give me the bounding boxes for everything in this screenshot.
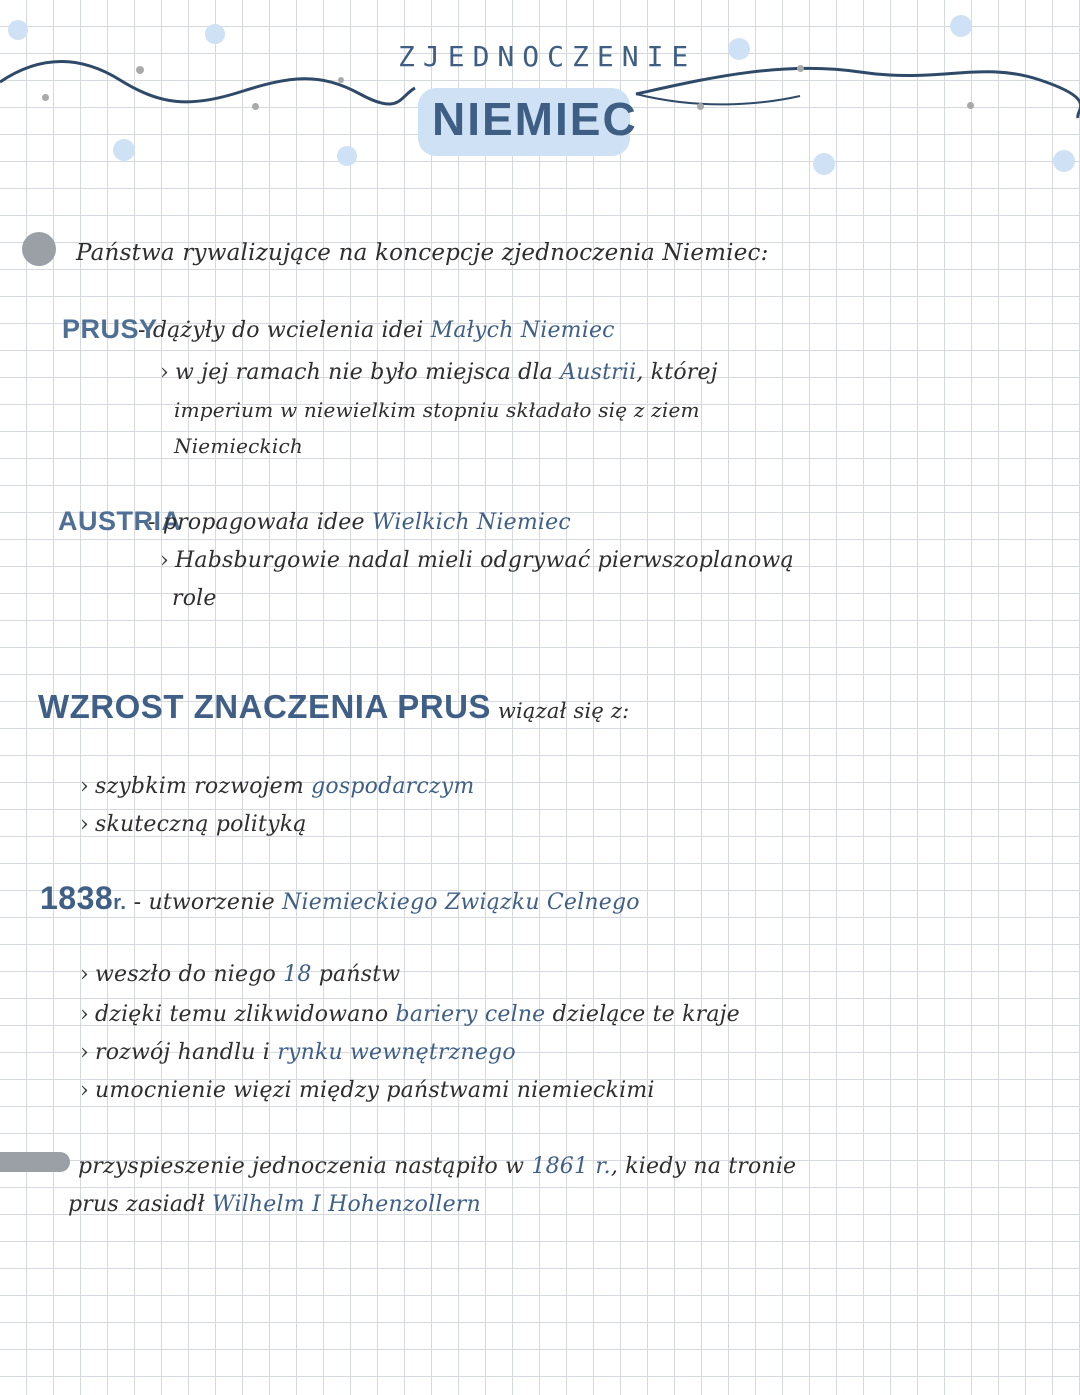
decor-dot bbox=[136, 66, 144, 74]
wzrost-heading-line bbox=[38, 688, 629, 726]
zwiazek-b1-highlight: 18 bbox=[283, 962, 312, 987]
wzrost-bullet-1 bbox=[80, 774, 474, 799]
prusy-b1-text-end: , której bbox=[636, 360, 718, 385]
intro-text: Państwa rywalizujące na koncepcje zjednoczenia Niemiec: bbox=[76, 240, 769, 266]
zwiazek-b2-text: dzięki temu zlikwidowano bbox=[95, 1002, 396, 1027]
final-bar-marker bbox=[0, 1152, 70, 1172]
zwiazek-bullet-1 bbox=[80, 962, 400, 987]
chevron-right-icon: › bbox=[80, 774, 89, 799]
decor-dot bbox=[950, 15, 972, 37]
final-line-1 bbox=[78, 1154, 796, 1179]
prusy-lead: - dążyły do wcielenia idei bbox=[138, 318, 431, 343]
zwiazek-b2-highlight: bariery celne bbox=[395, 1002, 546, 1027]
final-l2-highlight: Wilhelm I Hohenzollern bbox=[212, 1192, 481, 1217]
title-line-2: NIEMIEC bbox=[432, 93, 638, 145]
austria-lead-line bbox=[148, 510, 571, 535]
decor-dot bbox=[338, 77, 344, 83]
austria-label: AUSTRIA bbox=[58, 506, 182, 536]
zwiazek-b2-text-end: dzielące te kraje bbox=[545, 1002, 740, 1027]
decor-dot bbox=[797, 65, 804, 72]
zwiazek-year-suffix: r. bbox=[113, 892, 127, 914]
final-l1-text-end: , kiedy na tronie bbox=[610, 1154, 797, 1179]
wzrost-heading: WZROST ZNACZENIA PRUS bbox=[38, 688, 491, 725]
prusy-bullet-1-cont: imperium w niewielkim stopniu składało się z ziem bbox=[174, 398, 700, 422]
bullet-disc bbox=[22, 232, 56, 266]
chevron-right-icon: › bbox=[80, 962, 89, 987]
decor-dot bbox=[113, 139, 135, 161]
decor-dot bbox=[967, 102, 974, 109]
austria-b1-text: Habsburgowie nadal mieli odgrywać pierwszoplanową bbox=[175, 548, 794, 573]
zwiazek-b1-text-end: państw bbox=[311, 962, 401, 987]
austria-highlight: Wielkich Niemiec bbox=[371, 510, 571, 535]
prusy-bullet-1-cont2: Niemieckich bbox=[174, 434, 303, 458]
chevron-right-icon: › bbox=[80, 1040, 89, 1065]
austria-bullet-1-cont: role bbox=[172, 586, 217, 611]
decor-dot bbox=[728, 38, 750, 60]
final-l1-highlight: 1861 r. bbox=[531, 1154, 611, 1179]
zwiazek-lead: - utworzenie bbox=[126, 890, 283, 915]
zwiazek-b4-text: umocnienie więzi między państwami niemieckimi bbox=[95, 1078, 655, 1103]
prusy-label: PRUSY bbox=[62, 314, 158, 344]
zwiazek-bullet-2 bbox=[80, 1002, 740, 1027]
zwiazek-highlight: Niemieckiego Związku Celnego bbox=[282, 890, 640, 915]
prusy-b1-text: w jej ramach nie było miejsca dla bbox=[175, 360, 561, 385]
final-l2-text: prus zasiadł bbox=[68, 1192, 213, 1217]
decor-dot bbox=[813, 153, 835, 175]
decor-dot bbox=[1053, 150, 1075, 172]
zwiazek-line bbox=[40, 880, 640, 917]
prusy-b1-highlight: Austrii bbox=[560, 360, 637, 385]
zwiazek-b1-text: weszło do niego bbox=[95, 962, 284, 987]
decor-dot bbox=[697, 103, 704, 110]
title-line-1: ZJEDNOCZENIE bbox=[398, 40, 697, 73]
wzrost-bullet-2 bbox=[80, 812, 307, 837]
chevron-right-icon: › bbox=[160, 548, 169, 573]
austria-bullet-1 bbox=[160, 548, 794, 573]
final-line-2 bbox=[68, 1192, 481, 1217]
chevron-right-icon: › bbox=[80, 1078, 89, 1103]
wzrost-b1-highlight: gospodarczym bbox=[311, 774, 475, 799]
wzrost-b1-text: szybkim rozwojem bbox=[95, 774, 312, 799]
chevron-right-icon: › bbox=[80, 812, 89, 837]
final-l1-text: przyspieszenie jednoczenia nastąpiło w bbox=[78, 1154, 532, 1179]
zwiazek-b3-highlight: rynku wewnętrznego bbox=[277, 1040, 516, 1065]
decor-dot bbox=[205, 24, 225, 44]
zwiazek-year: 1838 bbox=[40, 880, 114, 916]
decor-dot bbox=[337, 146, 357, 166]
prusy-highlight: Małych Niemiec bbox=[430, 318, 615, 343]
decor-dot bbox=[8, 20, 28, 40]
decor-dot bbox=[42, 94, 49, 101]
zwiazek-b3-text: rozwój handlu i bbox=[95, 1040, 278, 1065]
wzrost-tail: wiązał się z: bbox=[490, 699, 630, 723]
prusy-lead-line bbox=[138, 318, 615, 343]
prusy-bullet-1 bbox=[160, 360, 718, 385]
chevron-right-icon: › bbox=[160, 360, 169, 385]
zwiazek-bullet-3 bbox=[80, 1040, 516, 1065]
zwiazek-bullet-4 bbox=[80, 1078, 655, 1103]
austria-lead: - propagowała idee bbox=[148, 510, 372, 535]
decor-dot bbox=[252, 103, 259, 110]
wzrost-b2-text: skuteczną polityką bbox=[95, 812, 307, 837]
chevron-right-icon: › bbox=[80, 1002, 89, 1027]
